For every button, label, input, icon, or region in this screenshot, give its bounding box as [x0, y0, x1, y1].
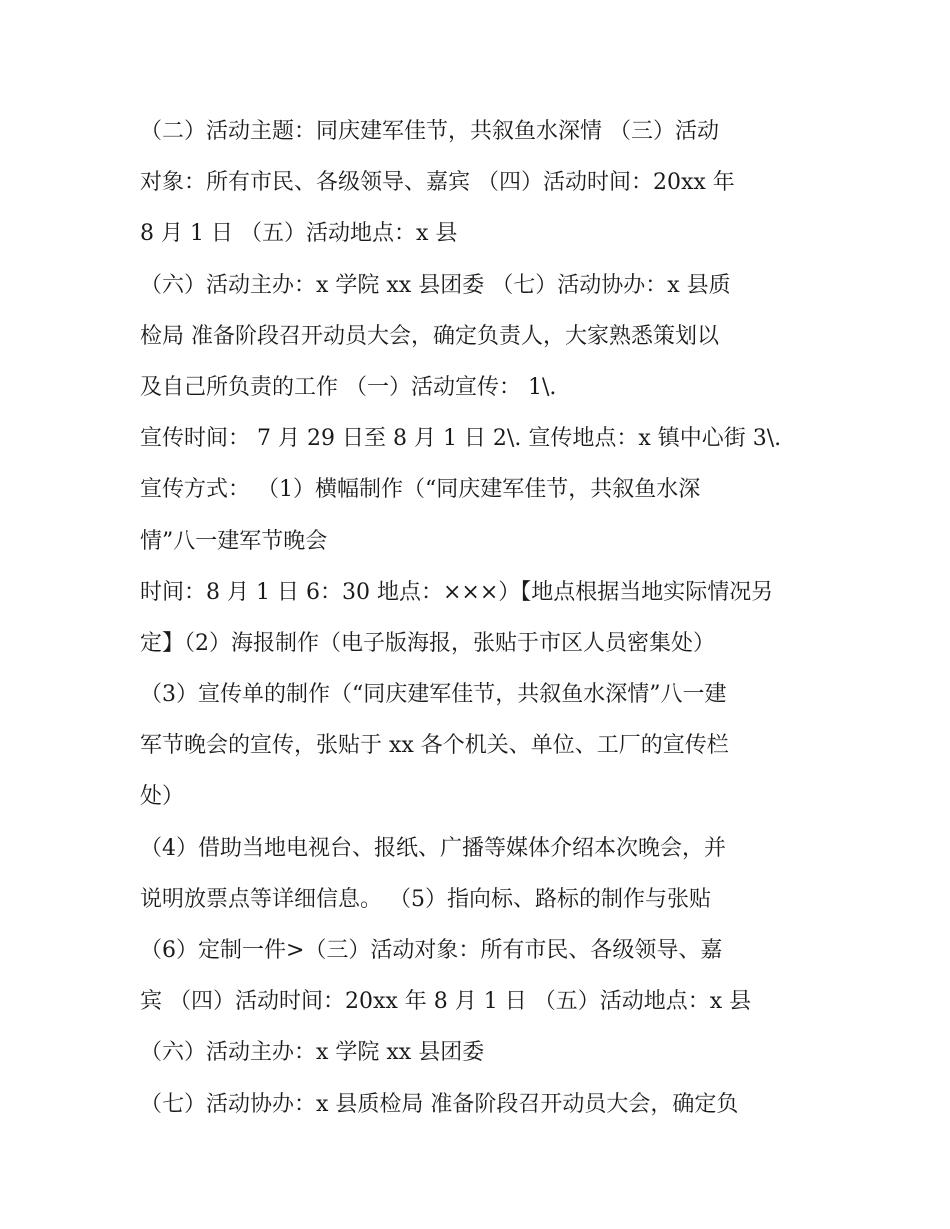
text-line: 宣传时间： 7 月 29 日至 8 月 1 日 2\. 宣传地点：x 镇中心街 3\.: [140, 426, 782, 452]
text-line: （4）借助当地电视台、报纸、广播等媒体介绍本次晚会，并: [140, 835, 726, 861]
text-line: 宣传方式： （1）横幅制作（“同庆建军佳节，共叙鱼水深: [140, 477, 701, 503]
text-line: 宾 （四）活动时间：20xx 年 8 月 1 日 （五）活动地点：x 县: [140, 989, 752, 1015]
text-line: 定】（2）海报制作（电子版海报，张贴于市区人员密集处）: [140, 630, 715, 656]
text-line: 及自己所负责的工作 （一）活动宣传： 1\.: [140, 374, 557, 400]
text-line: 说明放票点等详细信息。 （5）指向标、路标的制作与张贴: [140, 886, 711, 912]
text-line: （二）活动主题：同庆建军佳节，共叙鱼水深情 （三）活动: [140, 119, 719, 144]
text-line: 处）: [140, 784, 185, 810]
text-line: 时间：8 月 1 日 6：30 地点：×××）【地点根据当地实际情况另: [140, 579, 774, 605]
text-line: （3）宣传单的制作（“同庆建军佳节，共叙鱼水深情”八一建: [140, 682, 727, 708]
text-line: （六）活动主办：x 学院 xx 县团委: [140, 1040, 485, 1066]
text-line: （七）活动协办：x 县质检局 准备阶段召开动员大会，确定负: [140, 1091, 739, 1117]
text-line: 8 月 1 日 （五）活动地点：x 县: [140, 221, 458, 247]
text-line: 情”八一建军节晚会: [140, 528, 328, 554]
text-line: （六）活动主办：x 学院 xx 县团委 （七）活动协办：x 县质: [140, 272, 731, 298]
text-line: 检局 准备阶段召开动员大会，确定负责人，大家熟悉策划以: [140, 323, 719, 349]
text-line: （6）定制一件>（三）活动对象：所有市民、各级领导、嘉: [140, 938, 723, 963]
text-line: 对象：所有市民、各级领导、嘉宾 （四）活动时间：20xx 年: [140, 170, 735, 196]
text-line: 军节晚会的宣传，张贴于 xx 各个机关、单位、工厂的宣传栏: [140, 733, 729, 759]
document-body: [140, 106, 820, 1130]
